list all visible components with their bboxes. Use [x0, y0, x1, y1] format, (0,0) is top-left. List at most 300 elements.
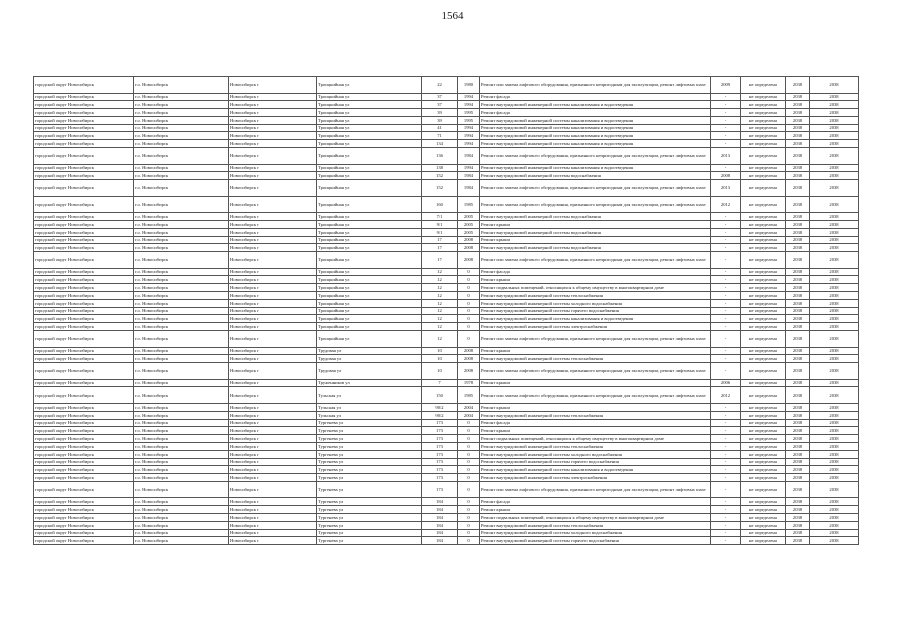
- last-repair-year-cell: -: [711, 411, 741, 419]
- street-cell: Троицкийная ул: [317, 164, 422, 172]
- plan-year-start-cell: 2038: [786, 411, 810, 419]
- work-type-cell: Ремонт внутридомовой инженерной системы водоснабжения: [480, 244, 711, 252]
- settlement-cell: г.о. Новосибирск: [134, 292, 229, 300]
- locality-cell: Новосибирск г: [229, 77, 317, 94]
- street-cell: Тургенева ул: [317, 435, 422, 443]
- cost-cell: не определена: [741, 172, 786, 180]
- last-repair-year-cell: -: [711, 109, 741, 117]
- street-cell: Троицкийная ул: [317, 292, 422, 300]
- table-row: [34, 172, 859, 180]
- cost-cell: не определена: [741, 537, 786, 545]
- build-year-cell: 0: [458, 474, 480, 482]
- work-type-cell: Ремонт внутридомовой инженерной системы теплоснабжения: [480, 442, 711, 450]
- settlement-cell: г.о. Новосибирск: [134, 220, 229, 228]
- last-repair-year-cell: -: [711, 323, 741, 331]
- last-repair-year-cell: -: [711, 220, 741, 228]
- settlement-cell: г.о. Новосибирск: [134, 521, 229, 529]
- table-row: [34, 387, 859, 404]
- work-type-cell: Ремонт фасада: [480, 419, 711, 427]
- build-year-cell: 2008: [458, 244, 480, 252]
- plan-year-end-cell: 2038: [810, 172, 859, 180]
- municipality-cell: городской округ Новосибирск: [34, 521, 134, 529]
- plan-year-end-cell: 2038: [810, 537, 859, 545]
- house-number-cell: 136: [422, 148, 458, 165]
- street-cell: Троицкийная ул: [317, 132, 422, 140]
- last-repair-year-cell: -: [711, 276, 741, 284]
- table-row: [34, 196, 859, 213]
- table-row: [34, 458, 859, 466]
- cost-cell: не определена: [741, 379, 786, 387]
- settlement-cell: г.о. Новосибирск: [134, 403, 229, 411]
- last-repair-year-cell: -: [711, 450, 741, 458]
- table-row: [34, 299, 859, 307]
- cost-cell: не определена: [741, 355, 786, 363]
- municipality-cell: городской округ Новосибирск: [34, 244, 134, 252]
- plan-year-start-cell: 2038: [786, 363, 810, 380]
- settlement-cell: г.о. Новосибирск: [134, 355, 229, 363]
- street-cell: Трудовая ул: [317, 347, 422, 355]
- plan-year-start-cell: 2038: [786, 513, 810, 521]
- locality-cell: Новосибирск г: [229, 529, 317, 537]
- house-number-cell: 12: [422, 284, 458, 292]
- table-row: [34, 529, 859, 537]
- locality-cell: Новосибирск г: [229, 331, 317, 348]
- locality-cell: Новосибирск г: [229, 427, 317, 435]
- street-cell: Тургенева ул: [317, 442, 422, 450]
- build-year-cell: 1995: [458, 116, 480, 124]
- plan-year-end-cell: 2038: [810, 132, 859, 140]
- street-cell: Тургенева ул: [317, 458, 422, 466]
- house-number-cell: 10: [422, 347, 458, 355]
- municipality-cell: городской округ Новосибирск: [34, 213, 134, 221]
- table-row: [34, 450, 859, 458]
- locality-cell: Новосибирск г: [229, 116, 317, 124]
- build-year-cell: 0: [458, 529, 480, 537]
- locality-cell: Новосибирск г: [229, 315, 317, 323]
- work-type-cell: Ремонт или замена лифтового оборудования, признанного непригодным для эксплуатации, ремонт лифтовых шахт: [480, 77, 711, 94]
- locality-cell: Новосибирск г: [229, 435, 317, 443]
- house-number-cell: 152: [422, 180, 458, 197]
- municipality-cell: городской округ Новосибирск: [34, 196, 134, 213]
- cost-cell: не определена: [741, 323, 786, 331]
- build-year-cell: 0: [458, 299, 480, 307]
- plan-year-start-cell: 2038: [786, 284, 810, 292]
- settlement-cell: г.о. Новосибирск: [134, 458, 229, 466]
- house-number-cell: 160: [422, 196, 458, 213]
- locality-cell: Новосибирск г: [229, 140, 317, 148]
- street-cell: Тургенева ул: [317, 427, 422, 435]
- table-row: [34, 498, 859, 506]
- plan-year-start-cell: 2038: [786, 244, 810, 252]
- locality-cell: Новосибирск г: [229, 180, 317, 197]
- last-repair-year-cell: -: [711, 164, 741, 172]
- street-cell: Тульская ул: [317, 411, 422, 419]
- cost-cell: не определена: [741, 276, 786, 284]
- last-repair-year-cell: -: [711, 498, 741, 506]
- last-repair-year-cell: -: [711, 355, 741, 363]
- build-year-cell: 0: [458, 506, 480, 514]
- municipality-cell: городской округ Новосибирск: [34, 220, 134, 228]
- build-year-cell: 1984: [458, 172, 480, 180]
- locality-cell: Новосибирск г: [229, 498, 317, 506]
- locality-cell: Новосибирск г: [229, 101, 317, 109]
- work-type-cell: Ремонт подвальных помещений, относящихся к общему имуществу в многоквартирном доме: [480, 513, 711, 521]
- street-cell: Тургенева ул: [317, 537, 422, 545]
- locality-cell: Новосибирск г: [229, 284, 317, 292]
- settlement-cell: г.о. Новосибирск: [134, 411, 229, 419]
- cost-cell: не определена: [741, 236, 786, 244]
- table-row: [34, 347, 859, 355]
- last-repair-year-cell: 2013: [711, 148, 741, 165]
- cost-cell: не определена: [741, 474, 786, 482]
- municipality-cell: городской округ Новосибирск: [34, 140, 134, 148]
- settlement-cell: г.о. Новосибирск: [134, 387, 229, 404]
- municipality-cell: городской округ Новосибирск: [34, 109, 134, 117]
- last-repair-year-cell: -: [711, 116, 741, 124]
- house-number-cell: 12: [422, 323, 458, 331]
- build-year-cell: 0: [458, 498, 480, 506]
- work-type-cell: Ремонт крыши: [480, 379, 711, 387]
- municipality-cell: городской округ Новосибирск: [34, 132, 134, 140]
- street-cell: Троицкийная ул: [317, 101, 422, 109]
- plan-year-start-cell: 2038: [786, 403, 810, 411]
- street-cell: Троицкийная ул: [317, 228, 422, 236]
- work-type-cell: Ремонт внутридомовой инженерной системы электроснабжения: [480, 323, 711, 331]
- settlement-cell: г.о. Новосибирск: [134, 93, 229, 101]
- settlement-cell: г.о. Новосибирск: [134, 132, 229, 140]
- municipality-cell: городской округ Новосибирск: [34, 450, 134, 458]
- plan-year-start-cell: 2038: [786, 331, 810, 348]
- municipality-cell: городской округ Новосибирск: [34, 403, 134, 411]
- municipality-cell: городской округ Новосибирск: [34, 172, 134, 180]
- plan-year-end-cell: 2038: [810, 435, 859, 443]
- municipality-cell: городской округ Новосибирск: [34, 307, 134, 315]
- table-row: [34, 307, 859, 315]
- cost-cell: не определена: [741, 109, 786, 117]
- locality-cell: Новосибирск г: [229, 292, 317, 300]
- house-number-cell: 22: [422, 77, 458, 94]
- locality-cell: Новосибирск г: [229, 132, 317, 140]
- plan-year-start-cell: 2038: [786, 299, 810, 307]
- house-number-cell: 173: [422, 466, 458, 474]
- plan-year-start-cell: 2038: [786, 450, 810, 458]
- table-row: [34, 132, 859, 140]
- cost-cell: не определена: [741, 315, 786, 323]
- locality-cell: Новосибирск г: [229, 213, 317, 221]
- locality-cell: Новосибирск г: [229, 268, 317, 276]
- table-row: [34, 411, 859, 419]
- table-row: [34, 116, 859, 124]
- street-cell: Троицкийная ул: [317, 323, 422, 331]
- municipality-cell: городской округ Новосибирск: [34, 481, 134, 498]
- build-year-cell: 1984: [458, 180, 480, 197]
- street-cell: Троицкийная ул: [317, 93, 422, 101]
- work-type-cell: Ремонт крыши: [480, 276, 711, 284]
- capital-repair-table: [33, 76, 859, 545]
- last-repair-year-cell: 2008: [711, 172, 741, 180]
- street-cell: Троицкийная ул: [317, 276, 422, 284]
- plan-year-end-cell: 2038: [810, 77, 859, 94]
- settlement-cell: г.о. Новосибирск: [134, 148, 229, 165]
- house-number-cell: 9/1: [422, 228, 458, 236]
- municipality-cell: городской округ Новосибирск: [34, 284, 134, 292]
- locality-cell: Новосибирск г: [229, 466, 317, 474]
- locality-cell: Новосибирск г: [229, 458, 317, 466]
- cost-cell: не определена: [741, 411, 786, 419]
- work-type-cell: Ремонт внутридомовой инженерной системы холодного водоснабжения: [480, 529, 711, 537]
- house-number-cell: 9/1: [422, 220, 458, 228]
- build-year-cell: 1994: [458, 124, 480, 132]
- build-year-cell: 0: [458, 481, 480, 498]
- locality-cell: Новосибирск г: [229, 109, 317, 117]
- municipality-cell: городской округ Новосибирск: [34, 506, 134, 514]
- street-cell: Троицкийная ул: [317, 213, 422, 221]
- plan-year-end-cell: 2038: [810, 284, 859, 292]
- house-number-cell: 12: [422, 292, 458, 300]
- work-type-cell: Ремонт внутридомовой инженерной системы канализования и водоотведения: [480, 132, 711, 140]
- settlement-cell: г.о. Новосибирск: [134, 466, 229, 474]
- street-cell: Троицкийная ул: [317, 116, 422, 124]
- plan-year-end-cell: 2038: [810, 164, 859, 172]
- last-repair-year-cell: -: [711, 101, 741, 109]
- table-row: [34, 148, 859, 165]
- municipality-cell: городской округ Новосибирск: [34, 419, 134, 427]
- street-cell: Тургенева ул: [317, 474, 422, 482]
- house-number-cell: 39: [422, 109, 458, 117]
- cost-cell: не определена: [741, 164, 786, 172]
- plan-year-start-cell: 2038: [786, 387, 810, 404]
- plan-year-end-cell: 2038: [810, 474, 859, 482]
- work-type-cell: Ремонт внутридомовой инженерной системы горячего водоснабжения: [480, 307, 711, 315]
- build-year-cell: 2004: [458, 411, 480, 419]
- municipality-cell: городской округ Новосибирск: [34, 474, 134, 482]
- house-number-cell: 17: [422, 244, 458, 252]
- plan-year-end-cell: 2038: [810, 116, 859, 124]
- build-year-cell: 0: [458, 323, 480, 331]
- house-number-cell: 184: [422, 498, 458, 506]
- locality-cell: Новосибирск г: [229, 220, 317, 228]
- settlement-cell: г.о. Новосибирск: [134, 498, 229, 506]
- locality-cell: Новосибирск г: [229, 387, 317, 404]
- house-number-cell: 173: [422, 442, 458, 450]
- table-row: [34, 403, 859, 411]
- last-repair-year-cell: -: [711, 331, 741, 348]
- cost-cell: не определена: [741, 498, 786, 506]
- settlement-cell: г.о. Новосибирск: [134, 331, 229, 348]
- plan-year-start-cell: 2038: [786, 292, 810, 300]
- locality-cell: Новосибирск г: [229, 196, 317, 213]
- build-year-cell: 0: [458, 537, 480, 545]
- municipality-cell: городской округ Новосибирск: [34, 228, 134, 236]
- plan-year-end-cell: 2038: [810, 506, 859, 514]
- build-year-cell: 1994: [458, 140, 480, 148]
- work-type-cell: Ремонт внутридомовой инженерной системы холодного водоснабжения: [480, 450, 711, 458]
- work-type-cell: Ремонт крыши: [480, 236, 711, 244]
- street-cell: Троицкийная ул: [317, 220, 422, 228]
- last-repair-year-cell: -: [711, 315, 741, 323]
- cost-cell: не определена: [741, 481, 786, 498]
- last-repair-year-cell: -: [711, 458, 741, 466]
- plan-year-end-cell: 2038: [810, 427, 859, 435]
- settlement-cell: г.о. Новосибирск: [134, 236, 229, 244]
- house-number-cell: 41: [422, 124, 458, 132]
- table-row: [34, 466, 859, 474]
- street-cell: Троицкийная ул: [317, 315, 422, 323]
- plan-year-start-cell: 2038: [786, 148, 810, 165]
- street-cell: Троицкийная ул: [317, 284, 422, 292]
- last-repair-year-cell: -: [711, 307, 741, 315]
- table-row: [34, 315, 859, 323]
- table-row: [34, 506, 859, 514]
- plan-year-end-cell: 2038: [810, 363, 859, 380]
- last-repair-year-cell: -: [711, 537, 741, 545]
- locality-cell: Новосибирск г: [229, 252, 317, 269]
- plan-year-start-cell: 2038: [786, 93, 810, 101]
- table-row: [34, 442, 859, 450]
- build-year-cell: 0: [458, 513, 480, 521]
- settlement-cell: г.о. Новосибирск: [134, 474, 229, 482]
- last-repair-year-cell: 2009: [711, 77, 741, 94]
- work-type-cell: Ремонт внутридомовой инженерной системы канализования и водоотведения: [480, 466, 711, 474]
- plan-year-end-cell: 2038: [810, 331, 859, 348]
- house-number-cell: 37: [422, 93, 458, 101]
- plan-year-end-cell: 2038: [810, 513, 859, 521]
- table-row: [34, 244, 859, 252]
- table-row: [34, 292, 859, 300]
- build-year-cell: 1980: [458, 77, 480, 94]
- street-cell: Тургенева ул: [317, 498, 422, 506]
- house-number-cell: 184: [422, 513, 458, 521]
- last-repair-year-cell: -: [711, 268, 741, 276]
- last-repair-year-cell: -: [711, 481, 741, 498]
- cost-cell: не определена: [741, 435, 786, 443]
- plan-year-end-cell: 2038: [810, 387, 859, 404]
- build-year-cell: 1995: [458, 109, 480, 117]
- settlement-cell: г.о. Новосибирск: [134, 284, 229, 292]
- cost-cell: не определена: [741, 132, 786, 140]
- plan-year-end-cell: 2038: [810, 213, 859, 221]
- cost-cell: не определена: [741, 220, 786, 228]
- work-type-cell: Ремонт или замена лифтового оборудования, признанного непригодным для эксплуатации, ремонт лифтовых шахт: [480, 331, 711, 348]
- municipality-cell: городской округ Новосибирск: [34, 292, 134, 300]
- settlement-cell: г.о. Новосибирск: [134, 77, 229, 94]
- build-year-cell: 0: [458, 419, 480, 427]
- build-year-cell: 2008: [458, 236, 480, 244]
- settlement-cell: г.о. Новосибирск: [134, 427, 229, 435]
- work-type-cell: Ремонт или замена лифтового оборудования, признанного непригодным для эксплуатации, ремонт лифтовых шахт: [480, 252, 711, 269]
- cost-cell: не определена: [741, 292, 786, 300]
- locality-cell: Новосибирск г: [229, 307, 317, 315]
- locality-cell: Новосибирск г: [229, 513, 317, 521]
- locality-cell: Новосибирск г: [229, 403, 317, 411]
- house-number-cell: 173: [422, 450, 458, 458]
- work-type-cell: Ремонт внутридомовой инженерной системы канализования и водоотведения: [480, 124, 711, 132]
- house-number-cell: 39: [422, 116, 458, 124]
- plan-year-end-cell: 2038: [810, 403, 859, 411]
- last-repair-year-cell: -: [711, 363, 741, 380]
- last-repair-year-cell: -: [711, 140, 741, 148]
- cost-cell: не определена: [741, 77, 786, 94]
- municipality-cell: городской округ Новосибирск: [34, 513, 134, 521]
- plan-year-start-cell: 2038: [786, 236, 810, 244]
- settlement-cell: г.о. Новосибирск: [134, 379, 229, 387]
- table-row: [34, 284, 859, 292]
- table-row: [34, 213, 859, 221]
- work-type-cell: Ремонт фасада: [480, 109, 711, 117]
- house-number-cell: 173: [422, 427, 458, 435]
- locality-cell: Новосибирск г: [229, 244, 317, 252]
- plan-year-start-cell: 2038: [786, 481, 810, 498]
- plan-year-start-cell: 2038: [786, 537, 810, 545]
- last-repair-year-cell: -: [711, 442, 741, 450]
- cost-cell: не определена: [741, 252, 786, 269]
- plan-year-start-cell: 2038: [786, 521, 810, 529]
- work-type-cell: Ремонт подвальных помещений, относящихся к общему имуществу в многоквартирном доме: [480, 284, 711, 292]
- build-year-cell: 1978: [458, 379, 480, 387]
- plan-year-start-cell: 2038: [786, 442, 810, 450]
- build-year-cell: 0: [458, 268, 480, 276]
- locality-cell: Новосибирск г: [229, 124, 317, 132]
- cost-cell: не определена: [741, 228, 786, 236]
- house-number-cell: 184: [422, 521, 458, 529]
- plan-year-start-cell: 2038: [786, 252, 810, 269]
- plan-year-start-cell: 2038: [786, 307, 810, 315]
- last-repair-year-cell: -: [711, 132, 741, 140]
- table-row: [34, 101, 859, 109]
- table-row: [34, 427, 859, 435]
- table-row: [34, 268, 859, 276]
- street-cell: Троицкийная ул: [317, 77, 422, 94]
- table-row: [34, 331, 859, 348]
- build-year-cell: 0: [458, 331, 480, 348]
- municipality-cell: городской округ Новосибирск: [34, 101, 134, 109]
- house-number-cell: 173: [422, 481, 458, 498]
- locality-cell: Новосибирск г: [229, 506, 317, 514]
- plan-year-start-cell: 2038: [786, 77, 810, 94]
- work-type-cell: Ремонт внутридомовой инженерной системы теплоснабжения: [480, 411, 711, 419]
- house-number-cell: 7: [422, 379, 458, 387]
- work-type-cell: Ремонт фасада: [480, 93, 711, 101]
- cost-cell: не определена: [741, 363, 786, 380]
- locality-cell: Новосибирск г: [229, 521, 317, 529]
- last-repair-year-cell: -: [711, 466, 741, 474]
- build-year-cell: 0: [458, 442, 480, 450]
- locality-cell: Новосибирск г: [229, 411, 317, 419]
- house-number-cell: 173: [422, 458, 458, 466]
- last-repair-year-cell: -: [711, 213, 741, 221]
- table-row: [34, 435, 859, 443]
- plan-year-end-cell: 2038: [810, 101, 859, 109]
- work-type-cell: Ремонт внутридомовой инженерной системы канализования и водоотведения: [480, 164, 711, 172]
- cost-cell: не определена: [741, 442, 786, 450]
- plan-year-end-cell: 2038: [810, 252, 859, 269]
- municipality-cell: городской округ Новосибирск: [34, 466, 134, 474]
- settlement-cell: г.о. Новосибирск: [134, 228, 229, 236]
- house-number-cell: 173: [422, 419, 458, 427]
- settlement-cell: г.о. Новосибирск: [134, 435, 229, 443]
- table-row: [34, 220, 859, 228]
- municipality-cell: городской округ Новосибирск: [34, 299, 134, 307]
- table-row: [34, 77, 859, 94]
- build-year-cell: 0: [458, 521, 480, 529]
- settlement-cell: г.о. Новосибирск: [134, 442, 229, 450]
- cost-cell: не определена: [741, 268, 786, 276]
- municipality-cell: городской округ Новосибирск: [34, 411, 134, 419]
- house-number-cell: 184: [422, 506, 458, 514]
- municipality-cell: городской округ Новосибирск: [34, 124, 134, 132]
- work-type-cell: Ремонт внутридомовой инженерной системы электроснабжения: [480, 474, 711, 482]
- work-type-cell: Ремонт или замена лифтового оборудования, признанного непригодным для эксплуатации, ремонт лифтовых шахт: [480, 196, 711, 213]
